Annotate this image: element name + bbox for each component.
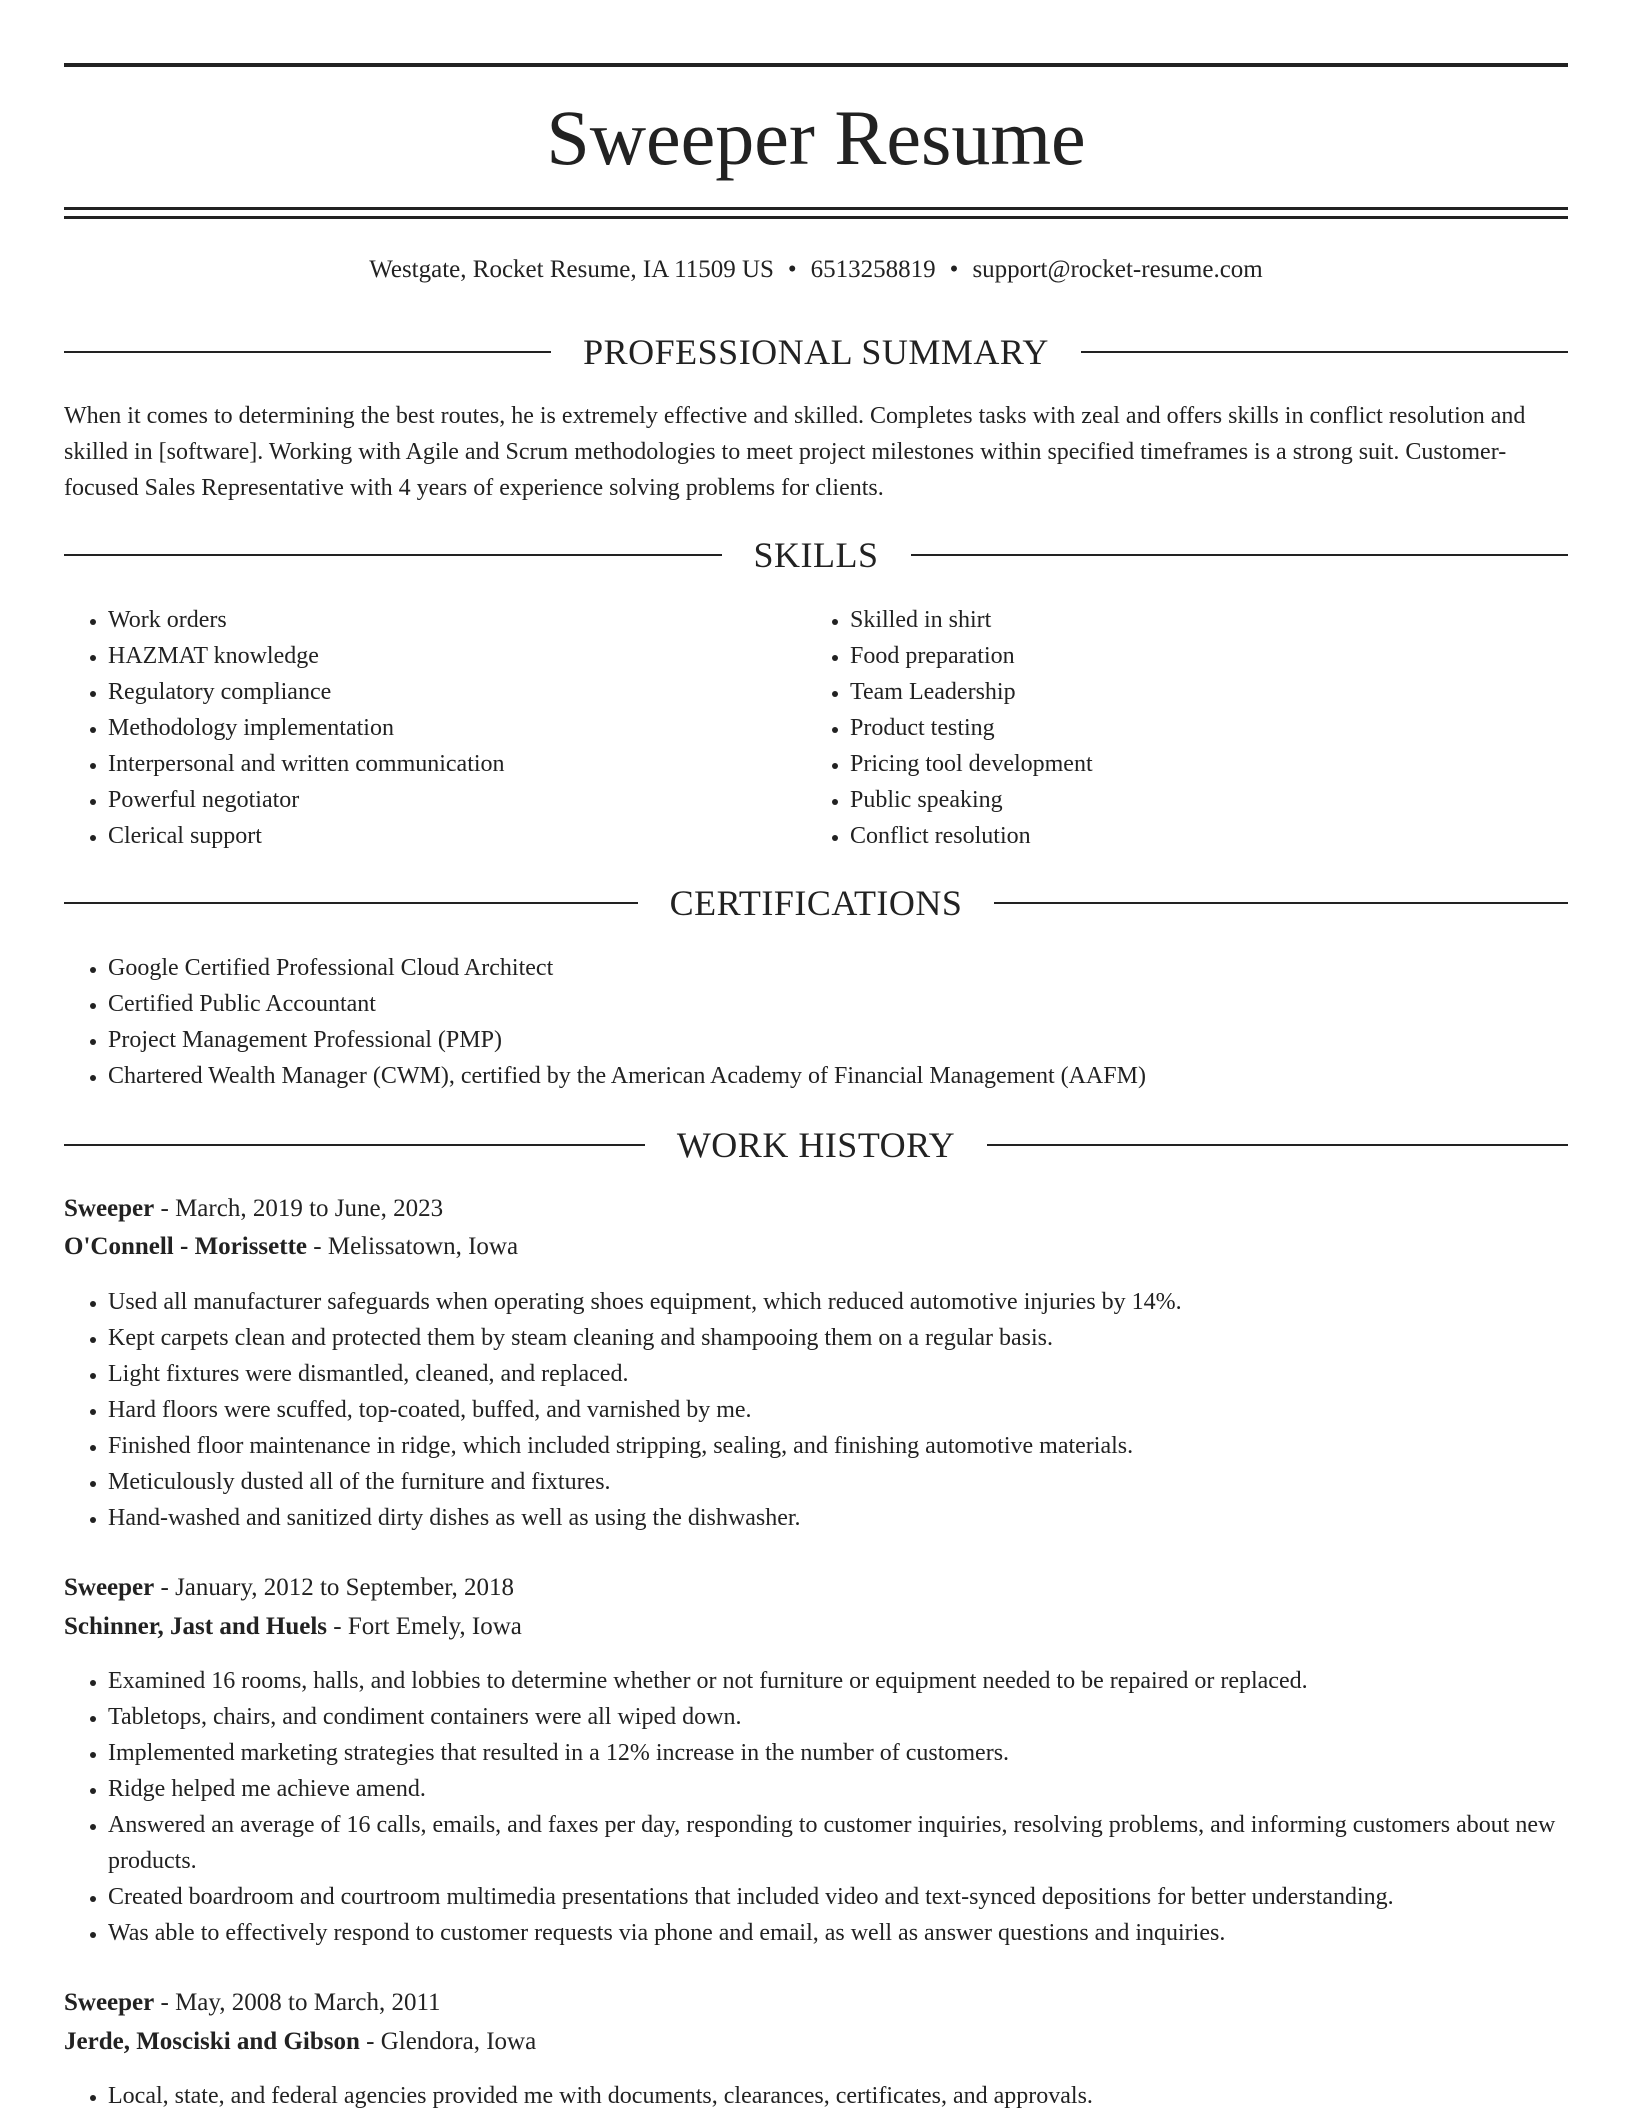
section-heading-certifications (64, 883, 1568, 923)
certification-item: • Certified Public Accountant (108, 986, 1612, 1022)
job-bullet: • Tabletops, chairs, and condiment containers were all wiped down. (108, 1699, 1612, 1735)
summary-text: When it comes to determining the best routes, he is extremely effective and skilled. Completes tasks with zeal and offers skills in conflict resolution and skilled in [software]. Working with Agile and Scrum methodologies to meet project milestones within specified timeframes is a strong suit. Customer-focused Sales Representative with 4 years of experience solving problems for clients. (64, 403, 1526, 501)
job-bullet-list (64, 1284, 1612, 1536)
heading-rule-left (64, 554, 722, 556)
contact-phone: 6513258819 (810, 256, 936, 283)
contact-email: support@rocket-resume.com (972, 256, 1263, 283)
job-company-line (64, 1229, 1568, 1265)
header-top-rule (64, 63, 1568, 67)
skill-item: • Product testing (850, 710, 1550, 746)
skill-item: • Powerful negotiator (108, 782, 808, 818)
skills-list-right (806, 602, 1550, 854)
skill-item: • Methodology implementation (108, 710, 808, 746)
skill-item: • HAZMAT knowledge (108, 638, 808, 674)
contact-separator: • (949, 256, 959, 283)
job-bullet: • Created boardroom and courtroom multimedia presentations that included video and text-synced depositions for better understanding. (108, 1879, 1612, 1915)
section-title: CERTIFICATIONS (669, 883, 963, 923)
skill-item: • Clerical support (108, 818, 808, 854)
contact-line (64, 254, 1568, 286)
job-bullet: • Implemented marketing strategies that resulted in a 12% increase in the number of customers. (108, 1735, 1612, 1771)
job-bullet: • Finished floor maintenance in ridge, which included stripping, sealing, and finishing automotive materials. (108, 1428, 1612, 1464)
certifications-list (64, 950, 1612, 1094)
contact-separator: • (787, 256, 797, 283)
skill-item: • Pricing tool development (850, 746, 1550, 782)
certification-item: • Google Certified Professional Cloud Architect (108, 950, 1612, 986)
job-company-line (64, 2024, 1568, 2060)
heading-rule-left (64, 351, 551, 353)
skill-item: • Food preparation (850, 638, 1550, 674)
job-dates: - May, 2008 to March, 2011 (154, 1989, 441, 2016)
job-bullet-list (64, 1663, 1612, 1951)
heading-rule-left (64, 902, 638, 904)
heading-rule-right (987, 1144, 1568, 1146)
contact-address: Westgate, Rocket Resume, IA 11509 US (369, 256, 774, 283)
job-location: - Glendora, Iowa (359, 2028, 537, 2055)
header-double-rule-upper (64, 207, 1568, 210)
job-bullet: • Ridge helped me achieve amend. (108, 1771, 1612, 1807)
job-company-line (64, 1609, 1568, 1645)
heading-rule-right (911, 554, 1569, 556)
job-bullet: • Hand-washed and sanitized dirty dishes as well as using the dishwasher. (108, 1500, 1612, 1536)
section-title: SKILLS (753, 535, 879, 575)
job-bullet: • Hard floors were scuffed, top-coated, buffed, and varnished by me. (108, 1392, 1612, 1428)
job-location: - Melissatown, Iowa (307, 1233, 519, 1260)
heading-rule-right (1081, 351, 1568, 353)
heading-rule-left (64, 1144, 645, 1146)
job-title: Sweeper (64, 1574, 155, 1601)
certification-item: • Chartered Wealth Manager (CWM), certified by the American Academy of Financial Management (AAFM) (108, 1058, 1612, 1094)
skill-item: • Conflict resolution (850, 818, 1550, 854)
job-dates: - January, 2012 to September, 2018 (154, 1574, 515, 1601)
job-bullet: • Local, state, and federal agencies provided me with documents, clearances, certificates, and approvals. (108, 2078, 1612, 2114)
header-double-rule-lower (64, 216, 1568, 219)
job-company: O'Connell - Morissette (64, 1233, 308, 1260)
job-bullet: • Answered an average of 16 calls, emails, and faxes per day, responding to customer inquiries, resolving problems, and informing customers about new products. (108, 1807, 1612, 1879)
job-title-line (64, 1985, 1568, 2021)
job-title-line (64, 1570, 1568, 1606)
job-dates: - March, 2019 to June, 2023 (154, 1195, 444, 1222)
skill-item: • Team Leadership (850, 674, 1550, 710)
job-bullet: • Was able to effectively respond to customer requests via phone and email, as well as answer questions and inquiries. (108, 1915, 1612, 1951)
job-title-line (64, 1191, 1568, 1227)
job-bullet: • Examined 16 rooms, halls, and lobbies to determine whether or not furniture or equipment needed to be repaired or replaced. (108, 1663, 1612, 1699)
skill-item: • Interpersonal and written communication (108, 746, 808, 782)
job-location: - Fort Emely, Iowa (327, 1613, 522, 1640)
job-company: Jerde, Mosciski and Gibson (64, 2028, 360, 2055)
skill-item: • Public speaking (850, 782, 1550, 818)
job-bullet: • Used all manufacturer safeguards when operating shoes equipment, which reduced automotive injuries by 14%. (108, 1284, 1612, 1320)
job-company: Schinner, Jast and Huels (64, 1613, 328, 1640)
certification-item: • Project Management Professional (PMP) (108, 1022, 1612, 1058)
job-title: Sweeper (64, 1195, 155, 1222)
job-bullet: • Kept carpets clean and protected them by steam cleaning and shampooing them on a regular basis. (108, 1320, 1612, 1356)
skill-item: • Regulatory compliance (108, 674, 808, 710)
job-bullet: • Meticulously dusted all of the furniture and fixtures. (108, 1464, 1612, 1500)
section-heading-skills (64, 535, 1568, 575)
section-title: PROFESSIONAL SUMMARY (583, 332, 1049, 372)
section-title: WORK HISTORY (676, 1125, 956, 1165)
skill-item: • Work orders (108, 602, 808, 638)
resume-title: Sweeper Resume (546, 94, 1086, 181)
job-bullet-list (64, 2078, 1612, 2114)
job-bullet: • Light fixtures were dismantled, cleaned, and replaced. (108, 1356, 1612, 1392)
skills-list-left (64, 602, 808, 854)
heading-rule-right (994, 902, 1568, 904)
section-heading-work-history (64, 1125, 1568, 1165)
job-title: Sweeper (64, 1989, 155, 2016)
skill-item: • Skilled in shirt (850, 602, 1550, 638)
section-heading-summary (64, 332, 1568, 372)
